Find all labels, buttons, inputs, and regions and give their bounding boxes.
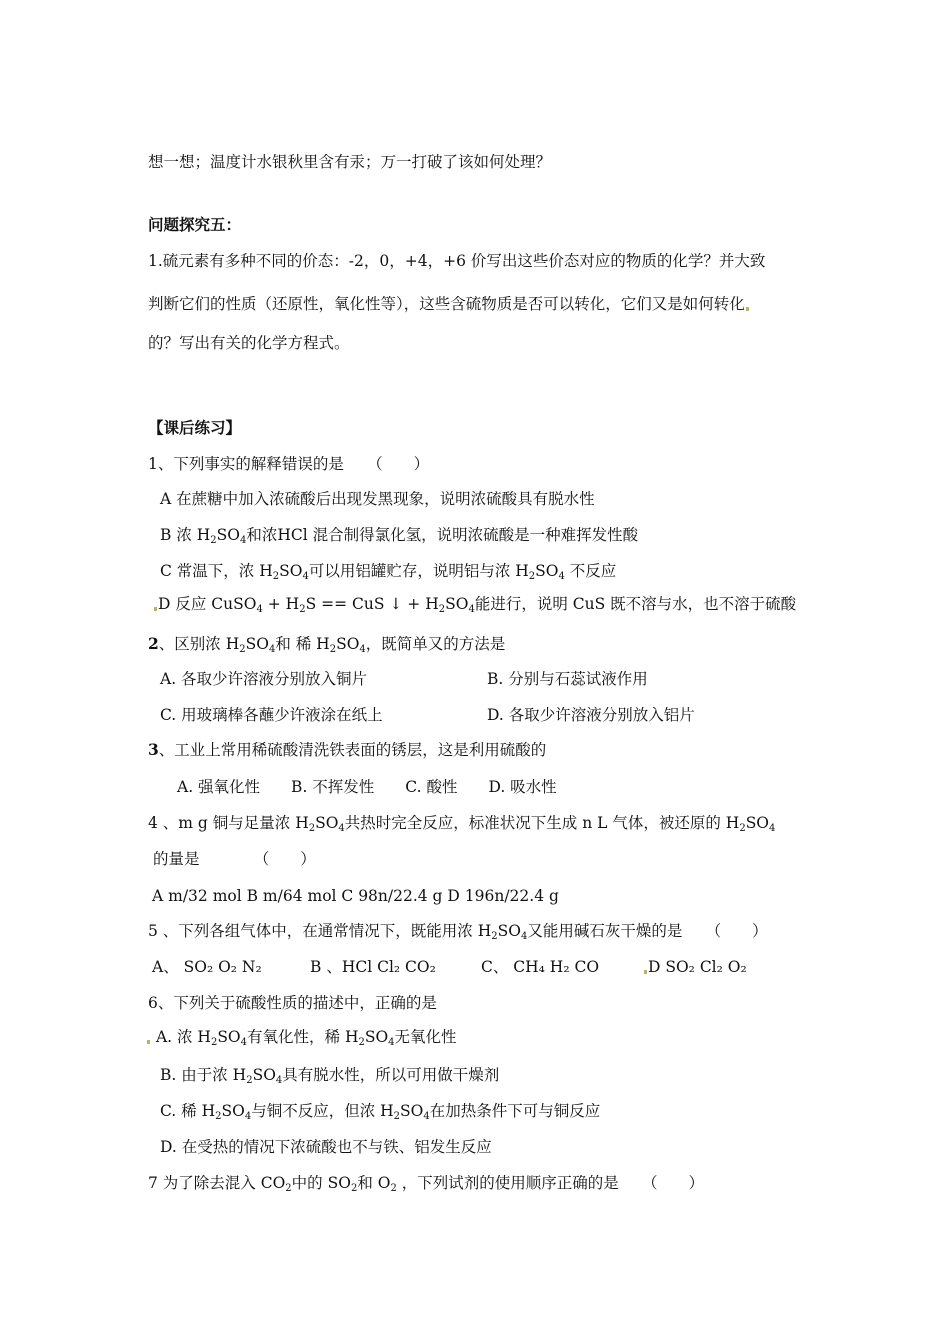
subscript: 2 [528, 571, 536, 582]
subscript: 4 [520, 931, 528, 942]
text: SO [364, 1028, 389, 1046]
subscript: 4 [268, 644, 276, 655]
text: 、工业上常用稀硫酸清洗铁表面的锈层，这是利用硫酸的 [158, 741, 547, 759]
question-7-stem [148, 1173, 704, 1193]
text: 可以用铝罐贮存，说明铝与浓 H [308, 562, 529, 580]
subscript: 2 [272, 571, 280, 582]
text: SO [221, 1102, 245, 1120]
question-4-stem [148, 813, 775, 833]
text: D SO₂ Cl₂ O₂ [648, 958, 747, 976]
text: 4 、m g 铜与足量浓 H [148, 814, 309, 832]
think-question: 想一想；温度计水银秋里含有汞；万一打破了该如何处理？ [148, 153, 552, 171]
text: 在加热条件下可与铜反应 [429, 1102, 601, 1120]
question-2-option-d: D. 各取少许溶液分别放入铝片 [487, 706, 695, 724]
text: C 常温下，浓 H [160, 562, 273, 580]
text: 无氧化性 [394, 1028, 457, 1046]
subscript: 4 [338, 823, 345, 834]
question-2-stem [148, 634, 505, 654]
subscript: 2 [246, 1075, 253, 1086]
question-4-options: A m/32 mol B m/64 mol C 98n/22.4 g D 196n/22.4 g [152, 887, 559, 905]
text: C. 稀 H [160, 1102, 216, 1120]
question-6-stem: 6、下列关于硫酸性质的描述中，正确的是 [148, 994, 437, 1012]
subscript: 2 [358, 1037, 365, 1048]
question-6-option-b [160, 1065, 499, 1085]
text: 有氧化性，稀 H [247, 1028, 359, 1046]
text: 和 O [357, 1174, 391, 1192]
subscript: 2 [210, 535, 217, 546]
subscript: 2 [390, 1183, 397, 1194]
subscript: 2 [329, 644, 337, 655]
mark-dot [644, 970, 647, 974]
mark-dot [147, 1040, 150, 1044]
subscript: 2 [210, 1037, 218, 1048]
subscript: 4 [256, 604, 263, 615]
subscript: 4 [769, 823, 776, 834]
text: 不反应 [564, 562, 617, 580]
subscript: 2 [393, 1111, 401, 1122]
paragraph-line [148, 294, 750, 314]
text: SO [497, 922, 521, 940]
subscript: 4 [240, 1037, 248, 1048]
text: 又能用碱石灰干燥的是 （ ） [527, 922, 768, 940]
subscript: 2 [308, 823, 316, 834]
question-2-option-b: B. 分别与石蕊试液作用 [487, 670, 648, 688]
section-heading: 问题探究五： [148, 215, 242, 234]
subscript: 4 [239, 535, 247, 546]
text: SO [745, 814, 770, 832]
text: B. 由于浓 H [160, 1066, 247, 1084]
subscript: 4 [388, 1037, 395, 1048]
paragraph-text: 判断它们的性质（还原性，氧化性等），这些含硫物质是否可以转化，它们又是如何转化 [148, 295, 745, 313]
subscript: 4 [244, 1111, 252, 1122]
text: B 浓 H [160, 526, 211, 544]
text: SO [252, 1066, 276, 1084]
mark-dot [154, 607, 157, 611]
text: SO [336, 635, 360, 653]
subscript: 2 [299, 604, 306, 615]
text: SO [217, 1028, 241, 1046]
subscript: 4 [275, 1075, 283, 1086]
question-3-stem [148, 740, 546, 760]
question-1-option-b [160, 525, 638, 545]
text: SO [535, 562, 559, 580]
question-5-option-a: A、 SO₂ O₂ N₂ [152, 958, 262, 976]
text: ，既简单又的方法是 [365, 635, 506, 653]
question-6-option-d: D. 在受热的情况下浓硫酸也不与铁、铝发生反应 [160, 1138, 492, 1156]
text: SO [315, 814, 339, 832]
question-4-stem-cont: 的量是 （ ） [153, 850, 316, 868]
text: 7 为了除去混入 CO [148, 1174, 286, 1192]
question-6-option-c [160, 1101, 600, 1121]
text: SO [245, 635, 269, 653]
text: S == CuS ↓ + H [305, 595, 439, 613]
subscript: 4 [558, 571, 565, 582]
text: 具有脱水性，所以可用做干燥剂 [282, 1066, 500, 1084]
subscript: 2 [739, 823, 746, 834]
subscript: 4 [423, 1111, 430, 1122]
text: A. 浓 H [155, 1028, 211, 1046]
question-number: 2 [148, 634, 159, 653]
question-5-option-d [643, 957, 747, 977]
question-1-stem: 1、下列事实的解释错误的是 （ ） [148, 455, 430, 473]
text: SO [445, 595, 469, 613]
text: D 反应 CuSO [158, 595, 257, 613]
question-1-option-a: A 在蔗糖中加入浓硫酸后出现发黑现象，说明浓硫酸具有脱水性 [160, 490, 595, 508]
paragraph-line: 1.硫元素有多种不同的价态：-2，0，+4，+6 价写出这些价态对应的物质的化学？并大致 [148, 252, 766, 270]
subscript: 2 [215, 1111, 222, 1122]
subscript: 4 [468, 604, 475, 615]
question-5-stem [148, 921, 768, 941]
exercise-heading: 【课后练习】 [148, 418, 242, 437]
text: + H [262, 595, 300, 613]
text: 中的 SO [291, 1174, 351, 1192]
text: 能进行，说明 CuS 既不溶与水，也不溶于硫酸 [474, 595, 797, 613]
text: 和 稀 H [275, 635, 330, 653]
subscript: 2 [239, 644, 246, 655]
text: ，下列试剂的使用顺序正确的是 （ ） [396, 1174, 705, 1192]
subscript: 2 [285, 1183, 292, 1194]
question-6-option-a [146, 1027, 457, 1047]
subscript: 2 [438, 604, 446, 615]
subscript: 2 [491, 931, 498, 942]
subscript: 2 [350, 1183, 358, 1194]
subscript: 4 [302, 571, 309, 582]
text: 与铜不反应，但浓 H [251, 1102, 394, 1120]
question-number: 3 [148, 740, 159, 759]
question-3-options: A. 强氧化性 B. 不挥发性 C. 酸性 D. 吸水性 [177, 778, 557, 796]
text: SO [400, 1102, 424, 1120]
text: SO [279, 562, 303, 580]
question-1-option-c [160, 561, 616, 581]
subscript: 4 [359, 644, 366, 655]
mark-dot [746, 307, 749, 311]
question-1-option-d [153, 594, 796, 614]
text: 5 、下列各组气体中，在通常情况下，既能用浓 H [148, 922, 492, 940]
question-5-option-b: B 、HCl Cl₂ CO₂ [310, 958, 436, 976]
question-5-option-c: C、 CH₄ H₂ CO [481, 958, 600, 976]
text: 和浓HCl 混合制得氯化氢，说明浓硫酸是一种难挥发性酸 [246, 526, 639, 544]
question-2-option-c: C. 用玻璃棒各蘸少许液涂在纸上 [160, 706, 383, 724]
question-2-option-a: A. 各取少许溶液分别放入铜片 [160, 670, 368, 688]
paragraph-line: 的？写出有关的化学方程式。 [148, 334, 350, 352]
text: SO [216, 526, 240, 544]
text: 、区别浓 H [158, 635, 240, 653]
text: 共热时完全反应，标准状况下生成 n L 气体，被还原的 H [344, 814, 740, 832]
